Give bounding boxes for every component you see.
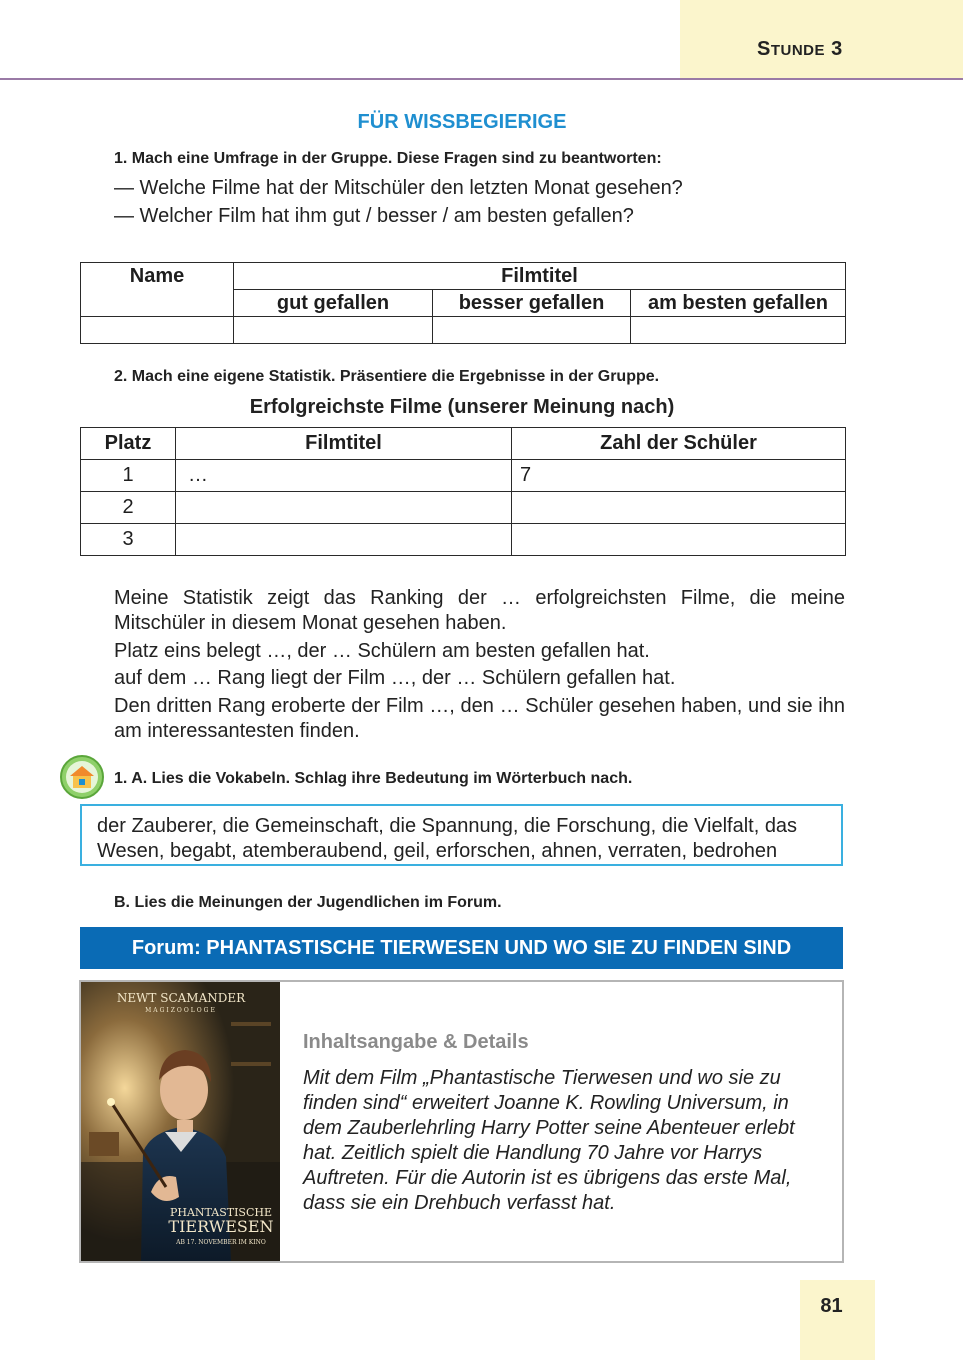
statistics-paragraph-1: Meine Statistik zeigt das Ranking der … erfolgreichsten Filme, die meine Mitschüler in diesem Monat gesehen haben.	[114, 587, 845, 634]
section-title: FÜR WISSBEGIERIGE	[357, 111, 567, 133]
lesson-label: STUNDE 3	[757, 38, 843, 60]
survey-filmtitel-header: Filmtitel	[234, 263, 846, 290]
ranking-cell: 3	[81, 524, 176, 556]
home-icon	[59, 754, 105, 800]
ranking-cell: 1	[81, 460, 176, 492]
survey-cell	[631, 317, 846, 344]
statistics-paragraph-3: auf dem … Rang liegt der Film …, der … Schülern gefallen hat.	[114, 667, 676, 689]
table-row	[81, 460, 846, 492]
ranking-cell: 7	[512, 460, 846, 492]
poster-title-1: PHANTASTISCHE	[169, 1206, 273, 1219]
statistics-paragraph-4: Den dritten Rang eroberte der Film …, den … Schüler gesehen haben, und sie ihn am interessantesten finden.	[114, 695, 845, 742]
ranking-cell: …	[176, 460, 512, 492]
poster-title-2: TIERWESEN	[168, 1217, 274, 1236]
ranking-cell	[512, 492, 846, 524]
table-row	[81, 524, 846, 556]
poster-name: NEWT SCAMANDER	[116, 991, 246, 1005]
homework-instruction-a: 1. A. Lies die Vokabeln. Schlag ihre Bedeutung im Wörterbuch nach.	[114, 770, 633, 787]
statistics-paragraph-2: Platz eins belegt …, der … Schülern am besten gefallen hat.	[114, 640, 650, 662]
survey-cell	[234, 317, 433, 344]
header-divider	[0, 78, 963, 80]
ranking-header-schueler: Zahl der Schüler	[512, 428, 846, 460]
ranking-cell	[176, 492, 512, 524]
forum-title: Forum: PHANTASTISCHE TIERWESEN UND WO SIE ZU FINDEN SIND	[131, 937, 792, 959]
task1-instruction: 1. Mach eine Umfrage in der Gruppe. Diese Fragen sind zu beantworten:	[114, 150, 662, 167]
survey-table	[80, 262, 846, 344]
task2-instruction: 2. Mach eine eigene Statistik. Präsentiere die Ergebnisse in der Gruppe.	[114, 368, 660, 385]
details-title: Inhaltsangabe & Details	[303, 1031, 529, 1053]
ranking-cell	[512, 524, 846, 556]
details-text: Mit dem Film „Phantastische Tierwesen und wo sie zu finden sind“ erweitert Joanne K. Rowling Universum, in dem Zauberlehrling Harry Potter seine Abenteuer erlebt hat. Zeitlich spielt die Handlung 70 Jahre vor Harrys Auftreten. Für die Autorin ist es übrigens das erste Mal, dass sie ein Drehbuch verfasst hat.	[303, 1067, 795, 1214]
ranking-table	[80, 427, 846, 556]
homework-instruction-b: B. Lies die Meinungen der Jugendlichen im Forum.	[114, 894, 502, 911]
survey-subheader: gut gefallen	[234, 290, 433, 317]
table-row	[81, 492, 846, 524]
poster-release: AB 17. NOVEMBER IM KINO	[176, 1239, 266, 1246]
movie-poster	[81, 982, 280, 1261]
ranking-header-platz: Platz	[81, 428, 176, 460]
page-number: 81	[820, 1295, 843, 1317]
ranking-cell	[176, 524, 512, 556]
poster-subtitle: MAGIZOOLOGE	[145, 1007, 217, 1014]
ranking-table-title: Erfolgreichste Filme (unserer Meinung nach)	[249, 396, 675, 418]
task1-question-1: — Welche Filme hat der Mitschüler den letzten Monat gesehen?	[114, 177, 683, 199]
ranking-header-filmtitel: Filmtitel	[176, 428, 512, 460]
page-number-box	[800, 1280, 875, 1360]
task1-question-2: — Welcher Film hat ihm gut / besser / am besten gefallen?	[114, 205, 634, 227]
survey-subheader: am besten gefallen	[631, 290, 846, 317]
survey-cell	[81, 317, 234, 344]
vocab-list: der Zauberer, die Gemeinschaft, die Spannung, die Forschung, die Vielfalt, das Wesen, begabt, atemberaubend, geil, erforschen, ahnen, verraten, bedrohen	[97, 815, 798, 862]
survey-name-header: Name	[81, 263, 234, 317]
survey-cell	[433, 317, 631, 344]
ranking-cell: 2	[81, 492, 176, 524]
survey-subheader: besser gefallen	[433, 290, 631, 317]
